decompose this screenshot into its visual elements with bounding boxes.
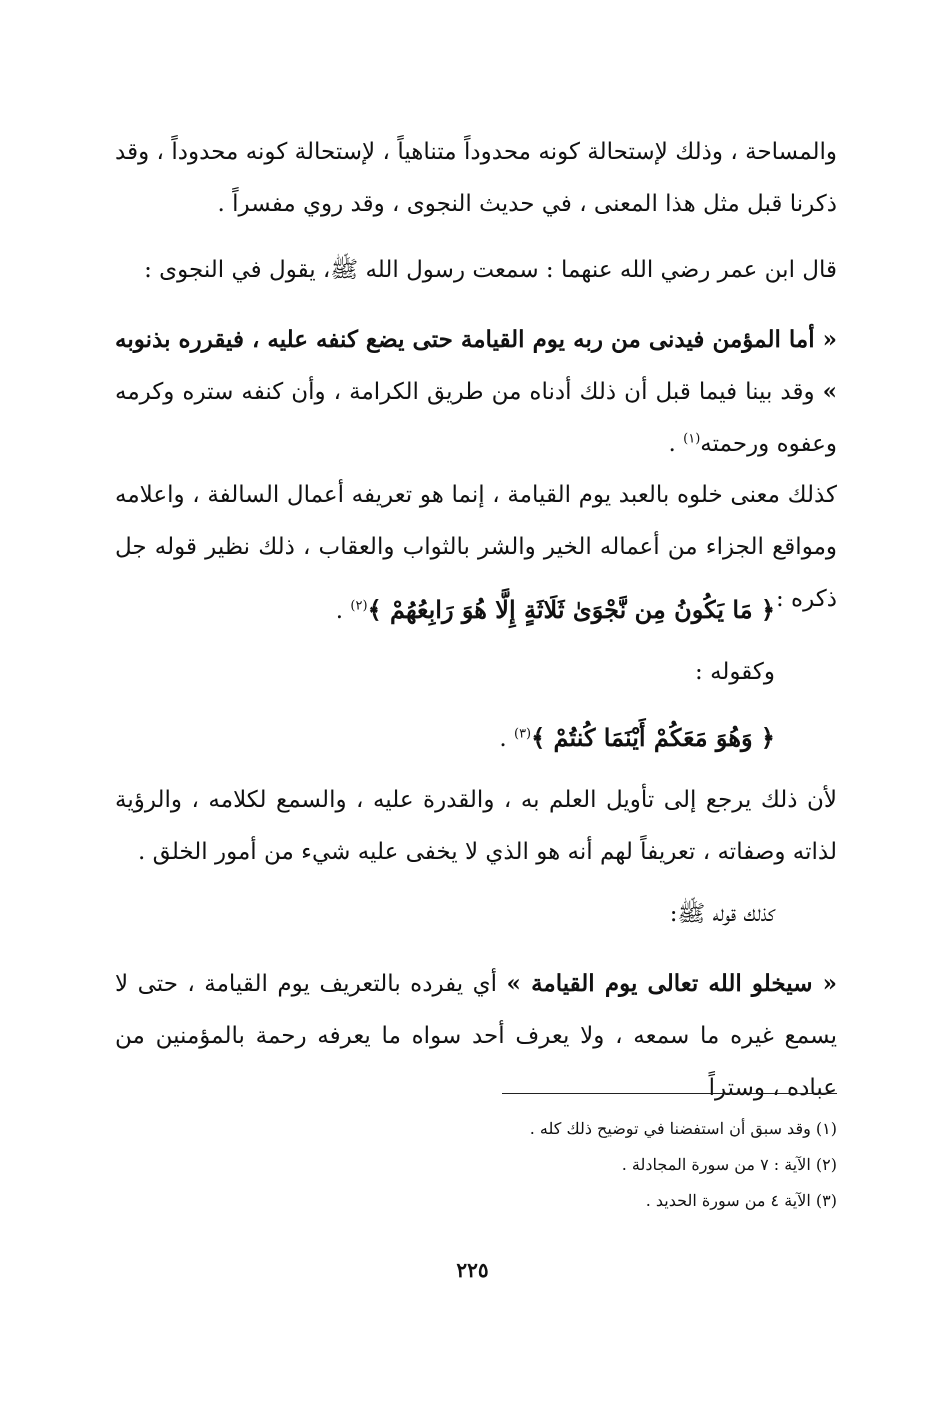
paragraph-3-end: . — [668, 431, 684, 457]
hadith-quote-2: « سيخلو الله تعالى يوم القيامة » — [506, 970, 837, 997]
verse-2-text: ﴿ وَهُوَ مَعَكُمْ أَيْنَمَا كُنتُمْ ﴾ — [531, 723, 775, 752]
footnote-1: (١) وقد سبق أن استفضنا في توضيح ذلك كله . — [529, 1119, 837, 1138]
paragraph-3-text: وقد بينا فيما قبل أن ذلك أدناه من طريق الكرامة ، وأن كنفه ستره وكرمه وعفوه ورحمته — [115, 379, 837, 457]
paragraph-3 — [115, 314, 837, 470]
footnote-ref-2: (٢) — [350, 598, 368, 614]
page-number: ٢٢٥ — [456, 1258, 489, 1282]
paragraph-7: كذلك قوله ﷺ: — [669, 901, 775, 927]
paragraph-1: والمساحة ، وذلك لإستحالة كونه محدوداً متناهياً ، لإستحالة كونه محدوداً ، وقد ذكرنا قبل مثل هذا المعنى ، في حديث النجوى ، وقد روي مفسراً . — [115, 139, 837, 217]
paragraph-6: لأن ذلك يرجع إلى تأويل العلم به ، والقدرة عليه ، والسمع لكلامه ، والرؤية لذاته وصفاته ، تعريفاً لهم أنه هو الذي لا يخفى عليه شيء من أمور الخلق . — [115, 787, 837, 865]
paragraph-5: وكقوله : — [695, 659, 775, 685]
verse-2 — [53, 712, 775, 765]
verse-2-end: . — [499, 726, 514, 752]
footnote-divider — [502, 1093, 837, 1094]
verse-1 — [53, 584, 775, 637]
footnote-ref-3: (٣) — [513, 726, 532, 742]
footnote-3: (٣) الآية ٤ من سورة الحديد . — [645, 1191, 837, 1210]
verse-1-end: . — [335, 598, 351, 624]
footnote-2: (٢) الآية : ٧ من سورة المجادلة . — [621, 1155, 837, 1174]
paragraph-4: كذلك معنى خلوه بالعبد يوم القيامة ، إنما هو تعريفه أعمال السالفة ، واعلامه ومواقع الجزاء من أعماله الخير والشر بالثواب والعقاب ، ذلك نظير قوله جل ذكره : — [115, 482, 837, 612]
paragraph-8 — [115, 958, 837, 1114]
paragraph-2: قال ابن عمر رضي الله عنهما : سمعت رسول الله ﷺ، يقول في النجوى : — [144, 257, 837, 283]
paragraph-8-text: أي يفرده بالتعريف يوم القيامة ، حتى لا يسمع غيره ما سمعه ، ولا يعرف أحد سواه ما يعرفه رحمة بالمؤمنين من عباده ، وستراً — [115, 971, 837, 1101]
verse-1-text: ﴿ مَا يَكُونُ مِن نَّجْوَىٰ ثَلَاثَةٍ إِلَّا هُوَ رَابِعُهُمْ ﴾ — [367, 595, 775, 624]
hadith-quote-1: « أما المؤمن فيدنى من ربه يوم القيامة حتى يضع كنفه عليه ، فيقرره بذنوبه » — [115, 326, 837, 405]
footnote-ref-1: (١) — [683, 431, 701, 447]
